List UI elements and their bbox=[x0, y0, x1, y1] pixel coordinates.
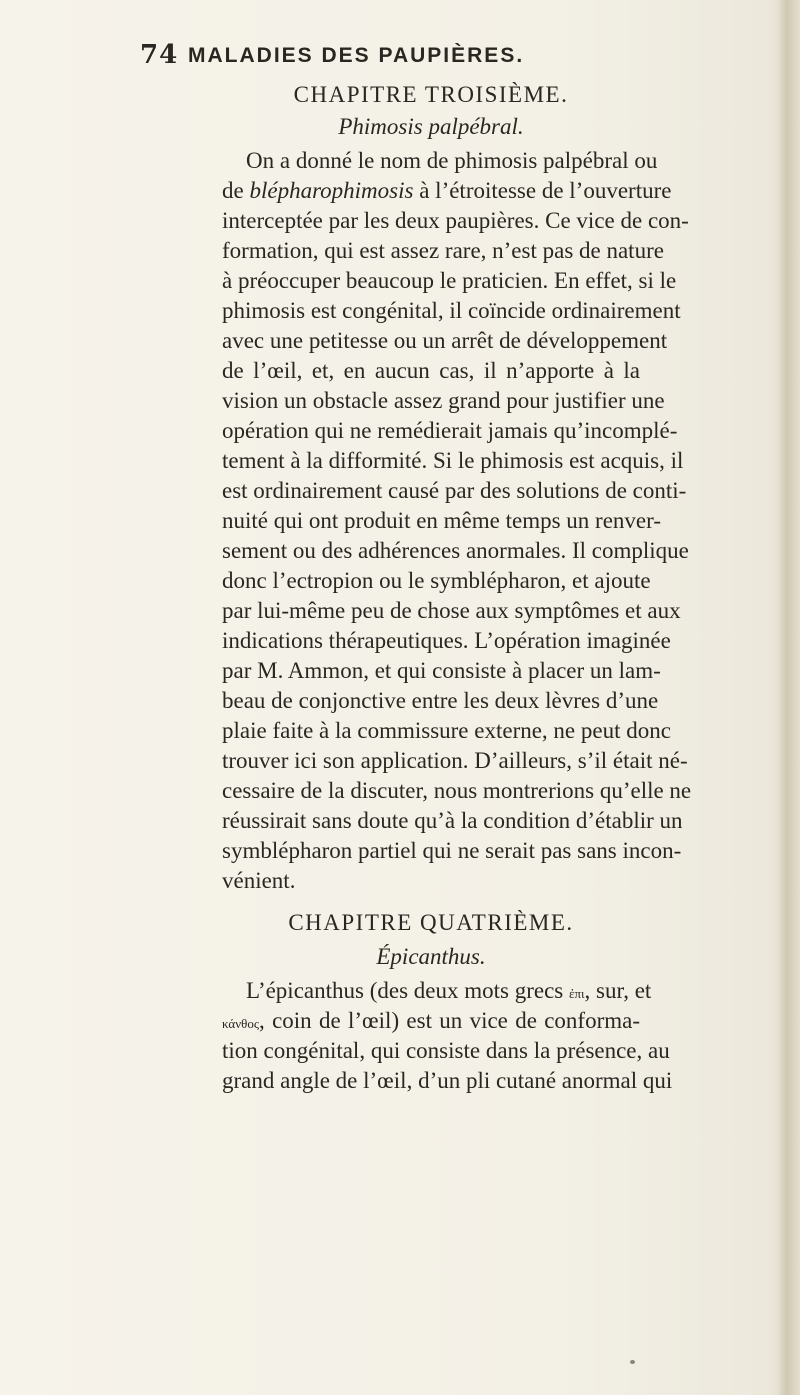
line-text: opération qui ne remédierait jamais qu’incomplé- bbox=[222, 418, 678, 443]
chapter-3-subheading: Phimosis palpébral. bbox=[338, 114, 524, 139]
text-line bbox=[222, 866, 640, 896]
line-text: formation, qui est assez rare, n’est pas de nature bbox=[222, 238, 664, 263]
text-line bbox=[222, 386, 665, 416]
line-text: vision un obstacle assez grand pour justifier une bbox=[222, 388, 665, 413]
text-line bbox=[222, 656, 661, 686]
text-line bbox=[222, 976, 652, 1006]
text-line bbox=[222, 536, 689, 566]
text-line bbox=[222, 176, 672, 206]
italic-term: blépharophimosis bbox=[249, 178, 414, 203]
line-text: plaie faite à la commissure externe, ne peut donc bbox=[222, 718, 671, 743]
text-line bbox=[222, 566, 651, 596]
chapter-4-subheading: Épicanthus. bbox=[376, 944, 486, 969]
line-text: On a donné le nom de phimosis palpébral ou bbox=[246, 148, 658, 173]
line-text: donc l’ectropion ou le symblépharon, et ajoute bbox=[222, 568, 651, 593]
text-line bbox=[222, 206, 689, 236]
line-text: par M. Ammon, et qui consiste à placer un lam- bbox=[222, 658, 661, 683]
text-line bbox=[222, 296, 681, 326]
text-line bbox=[222, 146, 658, 176]
text-line bbox=[222, 596, 681, 626]
text-line bbox=[222, 716, 671, 746]
line-text: par lui-même peu de chose aux symptômes et aux bbox=[222, 598, 681, 623]
line-text: symblépharon partiel qui ne serait pas sans incon- bbox=[222, 838, 682, 863]
line-text: interceptée par les deux paupières. Ce vice de con- bbox=[222, 208, 689, 233]
greek-word: ἐπι bbox=[569, 986, 585, 1001]
line-text: nuité qui ont produit en même temps un renver- bbox=[222, 508, 661, 533]
line-text: , sur, et bbox=[584, 978, 652, 1003]
text-line bbox=[222, 746, 688, 776]
chapter-4-heading: CHAPITRE QUATRIÈME. bbox=[288, 910, 574, 935]
text-line bbox=[222, 416, 678, 446]
text-line bbox=[222, 626, 671, 656]
line-text: , coin de l’œil) est un vice de conforma- bbox=[259, 1008, 640, 1033]
text-line bbox=[222, 776, 692, 806]
text-line bbox=[222, 806, 683, 836]
line-text: trouver ici son application. D’ailleurs, s’il était né- bbox=[222, 748, 688, 773]
line-text: L’épicanthus (des deux mots grecs bbox=[246, 978, 569, 1003]
line-text: cessaire de la discuter, nous montrerions qu’elle ne bbox=[222, 778, 692, 803]
line-text: indications thérapeutiques. L’opération imaginée bbox=[222, 628, 671, 653]
text-line bbox=[222, 266, 677, 296]
line-text: grand angle de l’œil, d’un pli cutané anormal qui bbox=[222, 1068, 673, 1093]
line-text: réussirait sans doute qu’à la condition d’établir un bbox=[222, 808, 683, 833]
text-line bbox=[222, 1006, 640, 1036]
text-line bbox=[222, 236, 664, 266]
text-line bbox=[222, 1036, 670, 1066]
line-text: à l’étroitesse de l’ouverture bbox=[413, 178, 672, 203]
running-title: MALADIES DES PAUPIÈRES. bbox=[188, 44, 525, 67]
line-text: sement ou des adhérences anormales. Il complique bbox=[222, 538, 689, 563]
text-line bbox=[222, 506, 661, 536]
running-head bbox=[140, 40, 700, 76]
chapter-3-body bbox=[222, 146, 692, 896]
text-line bbox=[222, 686, 659, 716]
line-text: vénient. bbox=[222, 868, 296, 893]
line-text: de bbox=[222, 178, 250, 203]
page-edge-shadow bbox=[778, 0, 800, 1395]
chapter-4-body bbox=[222, 976, 673, 1096]
line-text: tion congénital, qui consiste dans la présence, au bbox=[222, 1038, 670, 1063]
line-text: phimosis est congénital, il coïncide ordinairement bbox=[222, 298, 681, 323]
text-block bbox=[222, 80, 692, 1096]
line-text: est ordinairement causé par des solutions de conti- bbox=[222, 478, 687, 503]
line-text: avec une petitesse ou un arrêt de développement bbox=[222, 328, 668, 353]
line-text: à préoccuper beaucoup le praticien. En effet, si le bbox=[222, 268, 677, 293]
chapter-3-heading: CHAPITRE TROISIÈME. bbox=[293, 82, 569, 107]
text-line bbox=[222, 446, 684, 476]
text-line bbox=[222, 326, 668, 356]
line-text: beau de conjonctive entre les deux lèvres d’une bbox=[222, 688, 659, 713]
line-text: de l’œil, et, en aucun cas, il n’apporte à la bbox=[222, 358, 640, 383]
page-number: 74 bbox=[140, 40, 179, 70]
text-line bbox=[222, 476, 687, 506]
text-line bbox=[222, 836, 682, 866]
line-text: tement à la difformité. Si le phimosis est acquis, il bbox=[222, 448, 684, 473]
text-line bbox=[222, 356, 640, 386]
text-line bbox=[222, 1066, 673, 1096]
page-speck bbox=[630, 1360, 635, 1364]
greek-word: κάνθος bbox=[222, 1016, 260, 1031]
